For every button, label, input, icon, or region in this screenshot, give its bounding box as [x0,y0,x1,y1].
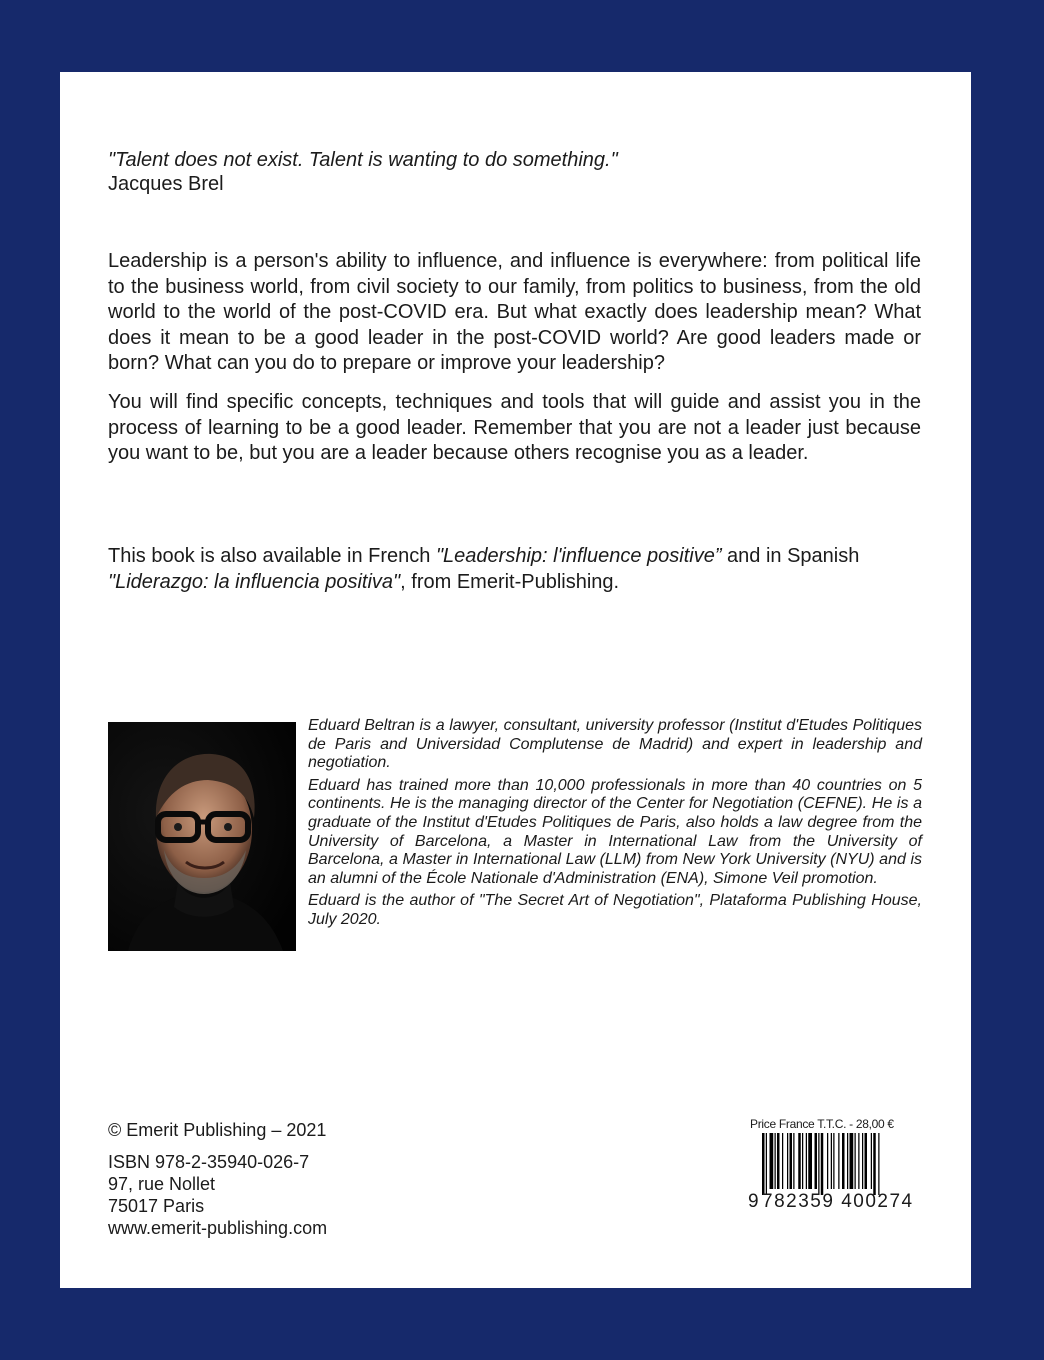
back-cover-panel [60,72,971,1288]
barcode-bar [790,1133,793,1189]
bio-paragraph-1: Eduard Beltran is a lawyer, consultant, university professor (Institut d'Etudes Politiques de Paris and Universidad Complutense de Madrid) and expert in leadership and negotiation. [308,717,922,772]
barcode-bar [865,1133,868,1189]
barcode-block [748,1117,924,1217]
barcode-group-2: 400274 [841,1191,914,1212]
isbn-line: ISBN 978-2-35940-026-7 [108,1152,310,1172]
address-city: 75017 Paris [108,1196,205,1216]
barcode-bar [858,1133,859,1189]
barcode-bar [842,1133,845,1189]
barcode-bar [775,1133,776,1189]
barcode-bar [827,1133,828,1189]
barcode-bar [815,1133,818,1189]
translations-note [108,544,921,595]
blurb-paragraph-2: You will find specific concepts, techniques and tools that will guide and assist you in the process of learning to be a good leader. Remember that you are not a leader just because you want to be, but you are a leader because others recognise you as a leader. [108,391,921,464]
barcode-bar [850,1133,854,1189]
barcode-bar [873,1133,876,1195]
blurb-paragraph-1: Leadership is a person's ability to influence, and influence is everywhere: from political life to the business world, from civil society to our family, from politics to business, from the old world to the world of the post-COVID era. But what exactly does leadership mean? What does it mean to be a good leader in the post-COVID world? Are good leaders made or born? What can you do to prepare or improve your leadership? [108,250,921,374]
bio-paragraph-3: Eduard is the author of "The Secret Art of Negotiation", Plataforma Publishing House, July 2020. [308,892,922,928]
barcode-bar [777,1133,780,1189]
barcode-bar [802,1133,803,1189]
website-link[interactable]: www.emerit-publishing.com [108,1218,328,1238]
barcode-icon [748,1133,924,1195]
barcode-bar [766,1133,767,1195]
barcode-bar [808,1133,812,1189]
epigraph-author: Jacques Brel [108,173,224,195]
price-label: Price France T.T.C. - 28,00 € [750,1117,894,1131]
translations-text-c: , from Emerit-Publishing. [400,570,620,593]
bio-paragraph-2: Eduard has trained more than 10,000 professionals in more than 40 countries on 5 continents. He is the managing director of the Center for Negotiation (CEFNE). He is a graduate of the Institut d'Etudes Politiques de Paris, also holds a law degree from the University of Barcelona, a Master in International Law from the University of Barcelona, a Master in International Law (LLM) from New York University (NYU) and is an alumni of the École Nationale d'Administration (ENA), Simone Veil promotion. [308,776,922,887]
barcode-bar [793,1133,794,1189]
barcode-bar [855,1133,856,1189]
barcode-bar [831,1133,832,1189]
barcode-digits [748,1191,924,1213]
barcode-bar [878,1133,879,1195]
barcode-bar [838,1133,839,1189]
barcode-bar [833,1133,834,1189]
barcode-bar [787,1133,788,1189]
address-street: 97, rue Nollet [108,1174,216,1194]
author-bio [308,717,922,934]
translations-text-b: and in Spanish [721,545,860,567]
barcode-group-1: 782359 [762,1191,835,1212]
barcode-bar [862,1133,863,1189]
barcode-bar [818,1133,819,1195]
barcode-bar [782,1133,783,1189]
author-photo [108,722,296,951]
epigraph-text: "Talent does not exist. Talent is wanting to do something." [108,149,618,171]
barcode-bar [770,1133,774,1189]
barcode-lead-digit: 9 [748,1191,761,1212]
copyright-line: © Emerit Publishing – 2021 [108,1120,327,1140]
author-portrait-illustration [108,722,296,951]
translations-text-a: This book is also available in French [108,545,436,567]
epigraph [108,148,618,196]
barcode-bar [806,1133,807,1189]
barcode-bar [798,1133,801,1189]
publisher-imprint [108,1119,327,1239]
barcode-bar [762,1133,765,1195]
french-title: "Leadership: l'influence positive” [435,545,722,567]
barcode-bar [847,1133,848,1189]
barcode-bar [821,1133,824,1195]
barcode-bar [871,1133,872,1189]
spanish-title: "Liderazgo: la influencia positiva" [108,570,401,593]
